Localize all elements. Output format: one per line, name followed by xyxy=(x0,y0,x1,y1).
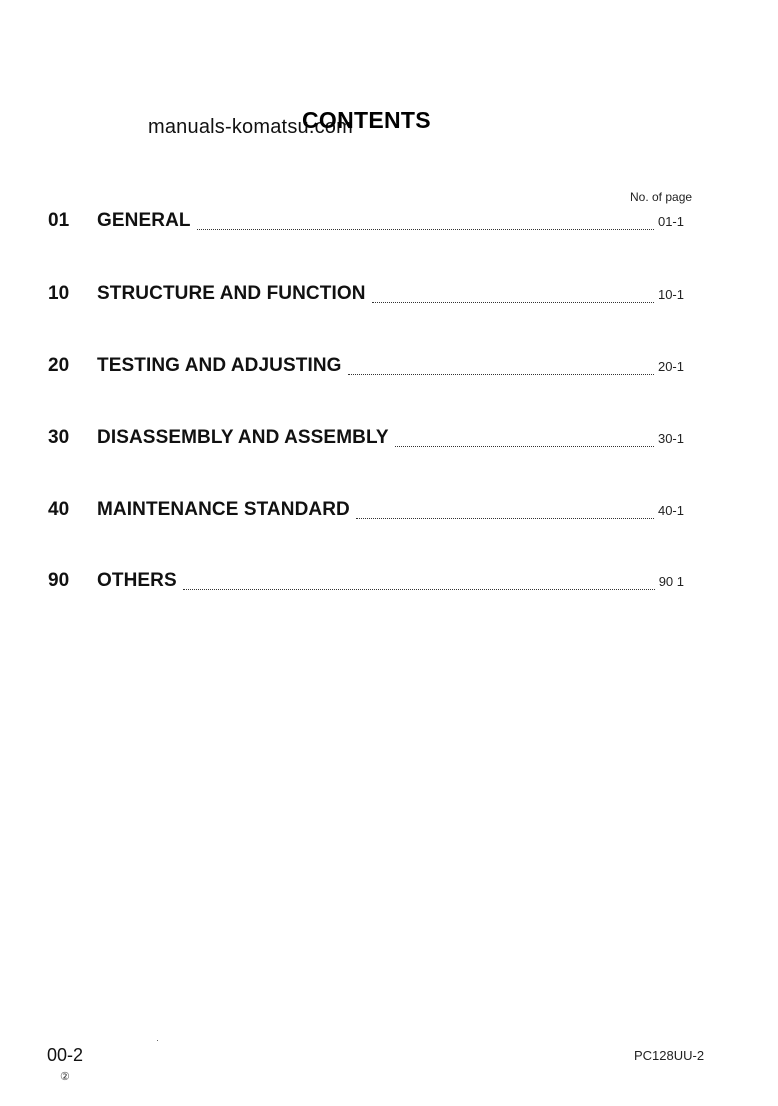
section-page: 90 1 xyxy=(658,574,684,589)
revision-mark-icon: ② xyxy=(60,1071,70,1083)
page-title: CONTENTS xyxy=(302,107,431,133)
toc-entry-disassembly-and-assembly[interactable] xyxy=(48,427,684,453)
toc-entry-general[interactable] xyxy=(48,210,684,236)
dot-leader xyxy=(197,228,654,230)
section-title: TESTING AND ADJUSTING xyxy=(97,355,342,376)
section-title: MAINTENANCE STANDARD xyxy=(97,499,350,520)
section-number: 40 xyxy=(48,499,70,520)
section-number: 90 xyxy=(48,570,70,591)
footer-model-code: PC128UU-2 xyxy=(634,1048,705,1063)
section-page: 40-1 xyxy=(657,503,684,518)
dot-leader xyxy=(183,588,655,590)
toc-entry-testing-and-adjusting[interactable] xyxy=(48,355,684,381)
section-page: 30-1 xyxy=(657,431,684,446)
section-page: 20-1 xyxy=(657,359,684,374)
section-page: 01-1 xyxy=(657,214,684,229)
section-title: DISASSEMBLY AND ASSEMBLY xyxy=(97,427,389,448)
dot-leader xyxy=(356,517,654,519)
section-title: GENERAL xyxy=(97,210,191,231)
section-number: 01 xyxy=(48,210,70,231)
dot-leader xyxy=(372,301,654,303)
section-page: 10-1 xyxy=(657,287,684,302)
toc-entry-structure-and-function[interactable] xyxy=(48,283,684,309)
dot-leader xyxy=(395,445,654,447)
dot-leader xyxy=(348,373,654,375)
toc-entry-maintenance-standard[interactable] xyxy=(48,499,684,525)
toc-entry-others[interactable] xyxy=(48,570,684,596)
section-number: 30 xyxy=(48,427,70,448)
section-number: 10 xyxy=(48,283,70,304)
section-title: OTHERS xyxy=(97,570,177,591)
page-number-column-header: No. of page xyxy=(630,190,693,204)
watermark-text[interactable]: manuals-komatsu.com xyxy=(148,116,353,138)
section-title: STRUCTURE AND FUNCTION xyxy=(97,283,366,304)
section-number: 20 xyxy=(48,355,70,376)
footer-page-number: 00-2 xyxy=(47,1045,84,1065)
scan-speck xyxy=(157,1040,158,1041)
